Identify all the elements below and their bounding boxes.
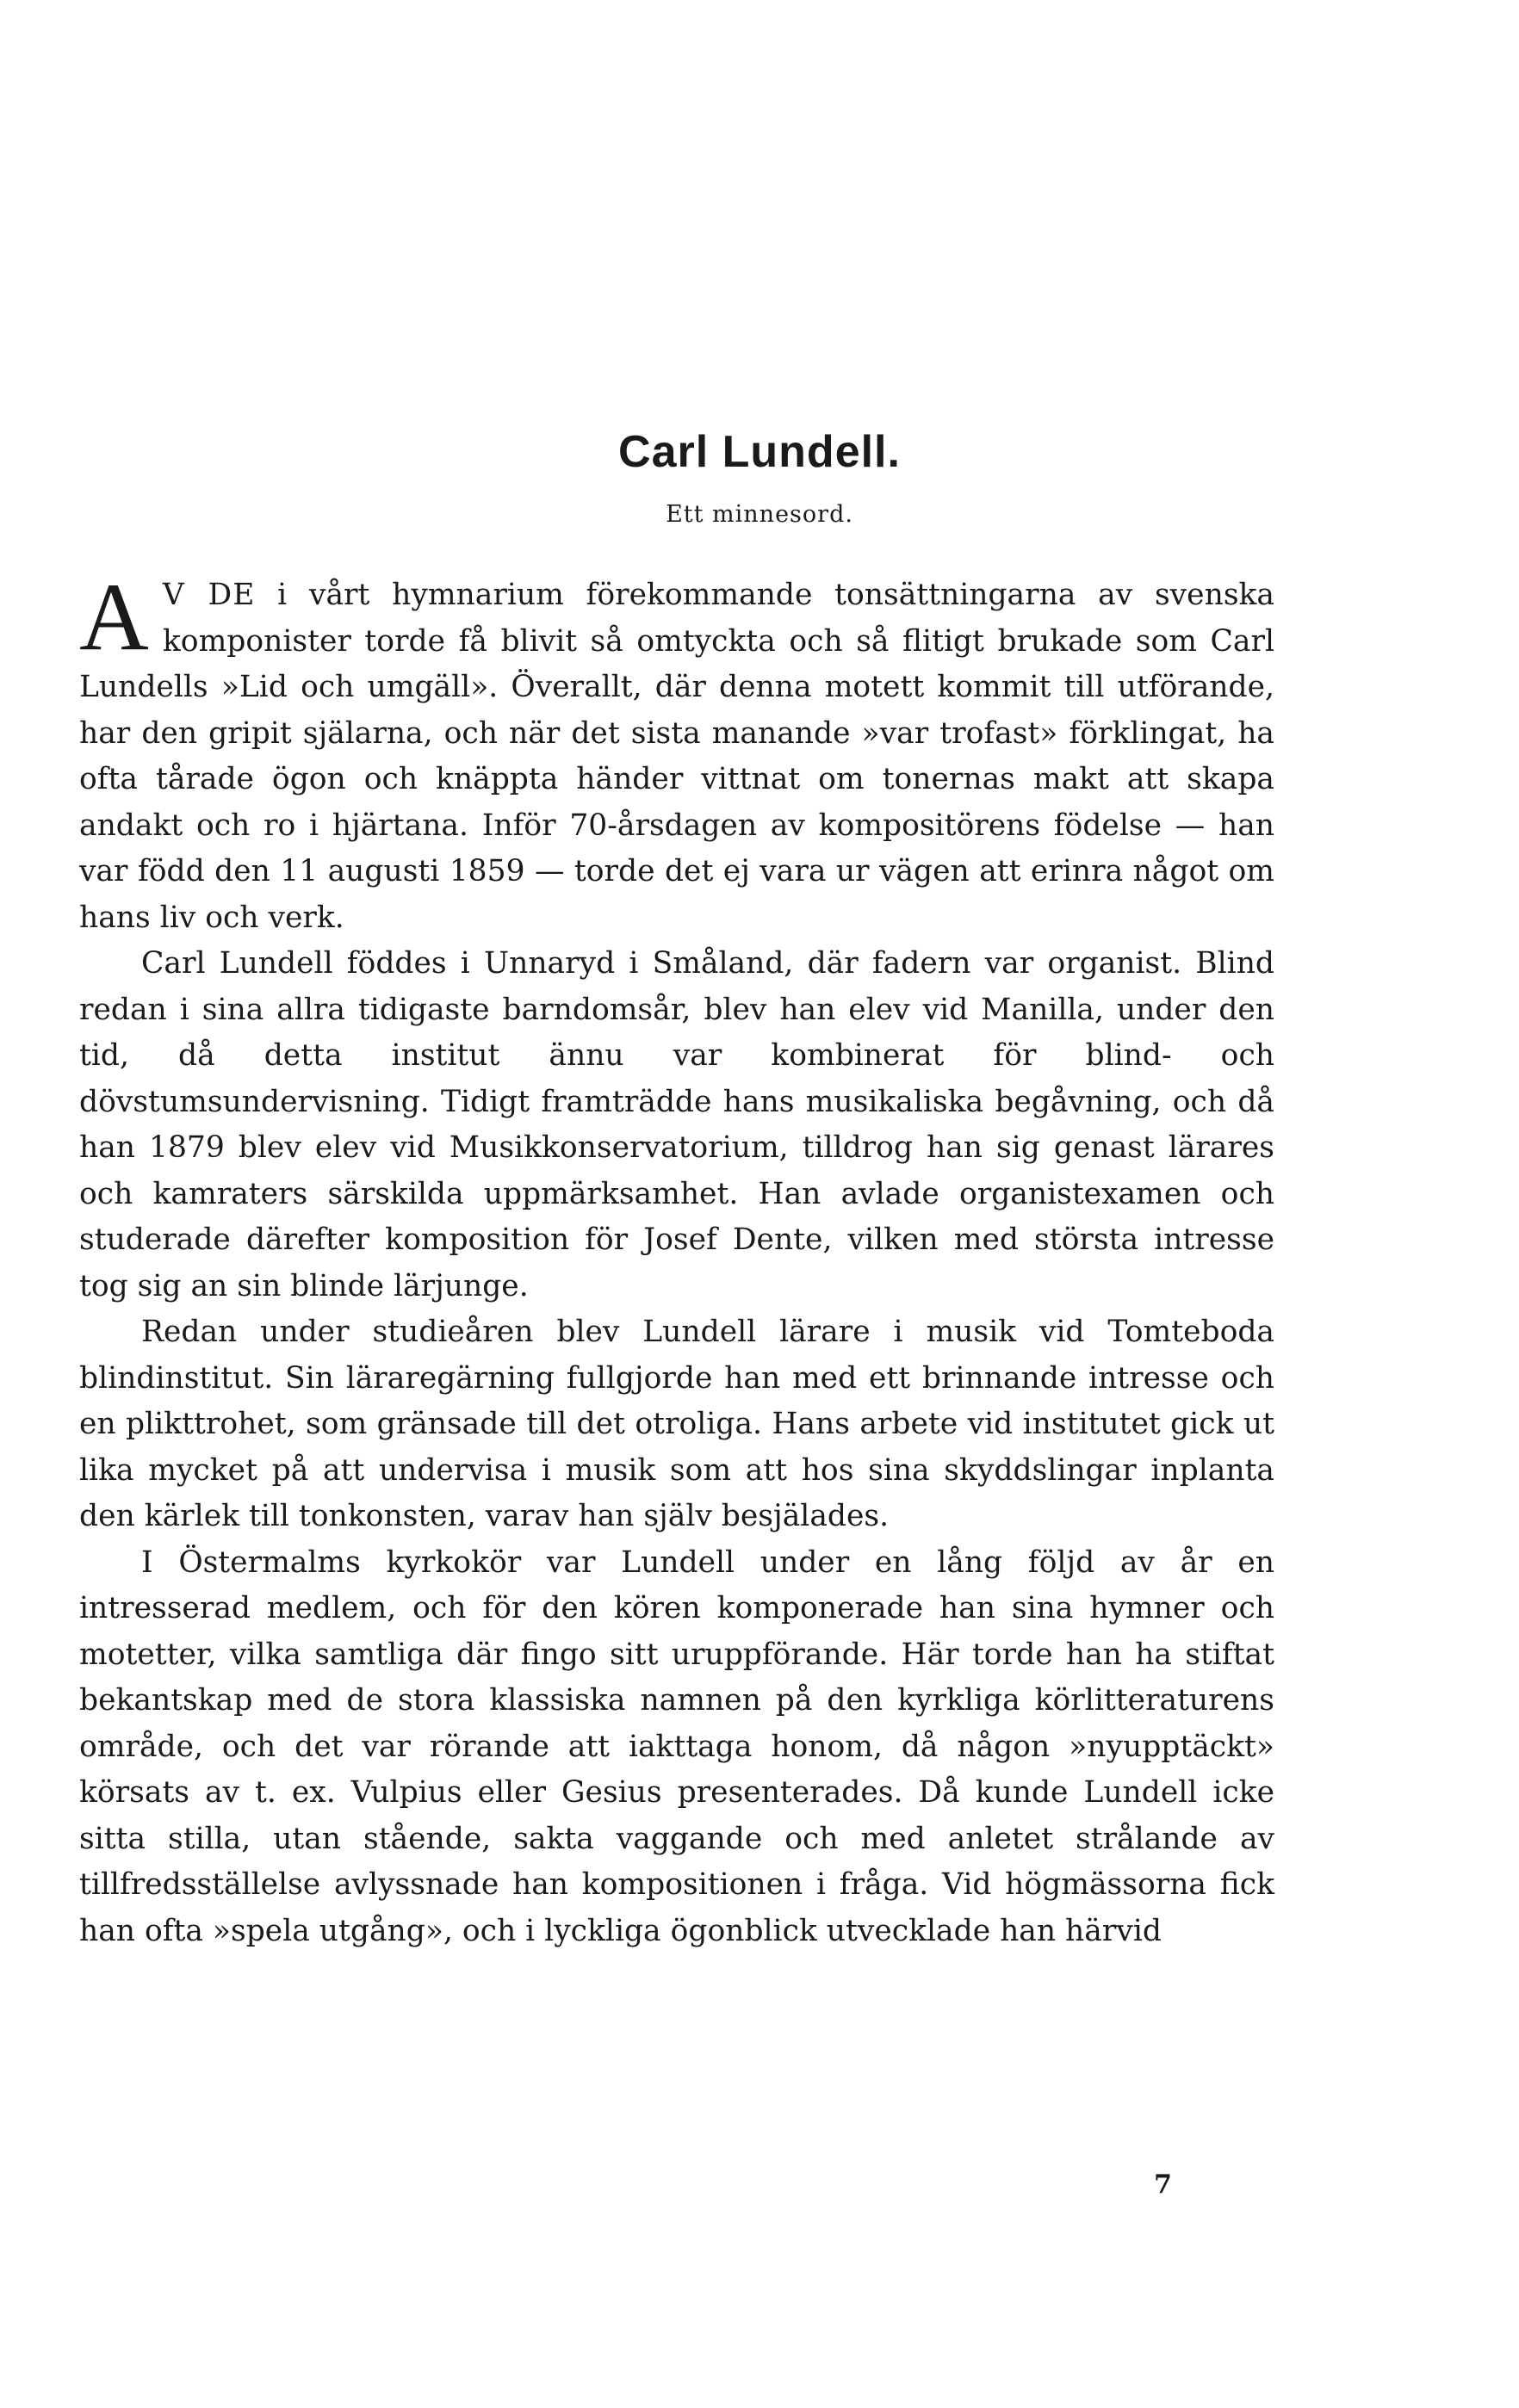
article-body bbox=[79, 564, 1274, 1954]
paragraph-1 bbox=[79, 564, 1274, 941]
paragraph-2: Carl Lundell föddes i Unnaryd i Småland, där fadern var organist. Blind redan i sina allra tidigaste barndomsår, blev han elev vid Manilla, under den tid, då detta institut ännu var kombinerat för blind- och dövstumsundervisning. Tidigt framträdde hans musikaliska begåvning, och då han 1879 blev elev vid Musikkonservatorium, tilldrog han sig genast lärares och kamraters särskilda uppmärksamhet. Han avlade organistexamen och studerade därefter komposition för Josef Dente, vilken med största intresse tog sig an sin blinde lärjunge. bbox=[79, 946, 1274, 1303]
lead-caps: V DE bbox=[162, 578, 256, 612]
paragraph-4: I Östermalms kyrkokör var Lundell under en lång följd av år en intresserad medlem, och för den kören komponerade han sina hymner och motetter, vilka samtliga där fingo sitt uruppförande. Här torde han ha stiftat bekantskap med de stora klassiska namnen på den kyrkliga körlitteraturens område, och det var rörande att iakttaga honom, då någon »nyupptäckt» körsats av t. ex. Vulpius eller Gesius presenterades. Då kunde Lundell icke sitta stilla, utan stående, sakta vaggande och med anletet strålande av tillfredsställelse avlyssnade han kompositionen i fråga. Vid högmässorna fick han ofta »spela utgång», och i lyckliga ögonblick utvecklade han härvid bbox=[79, 1544, 1274, 1948]
paragraph-3: Redan under studieåren blev Lundell lärare i musik vid Tomteboda blindinstitut. Sin läraregärning fullgjorde han med ett brinnande intresse och en plikttrohet, som gränsade till det otroliga. Hans arbete vid institutet gick ut lika mycket på att undervisa i musik som att hos sina skyddslingar inplanta den kärlek till tonkonsten, varav han själv besjälades. bbox=[79, 1315, 1274, 1533]
paragraph-1-text: i vårt hymnarium förekommande tonsättningarna av svenska komponister torde få blivit så omtyckta och så flitigt brukade som Carl Lundells »Lid och umgäll». Överallt, där denna motett kommit till utförande, har den gripit själarna, och när det sista manande »var trofast» förklingat, ha ofta tårade ögon och knäppta händer vittnat om tonernas makt att skapa andakt och ro i hjärtana. Inför 70-årsdagen av kompositörens födelse — han var född den 11 augusti 1859 — torde det ej vara ur vägen att erinra något om hans liv och verk. bbox=[79, 578, 1274, 935]
article-subtitle: Ett minnesord. bbox=[666, 501, 853, 528]
drop-cap: A bbox=[79, 564, 149, 671]
page-number: 7 bbox=[1154, 2170, 1172, 2200]
article-title: Carl Lundell. bbox=[618, 427, 901, 477]
